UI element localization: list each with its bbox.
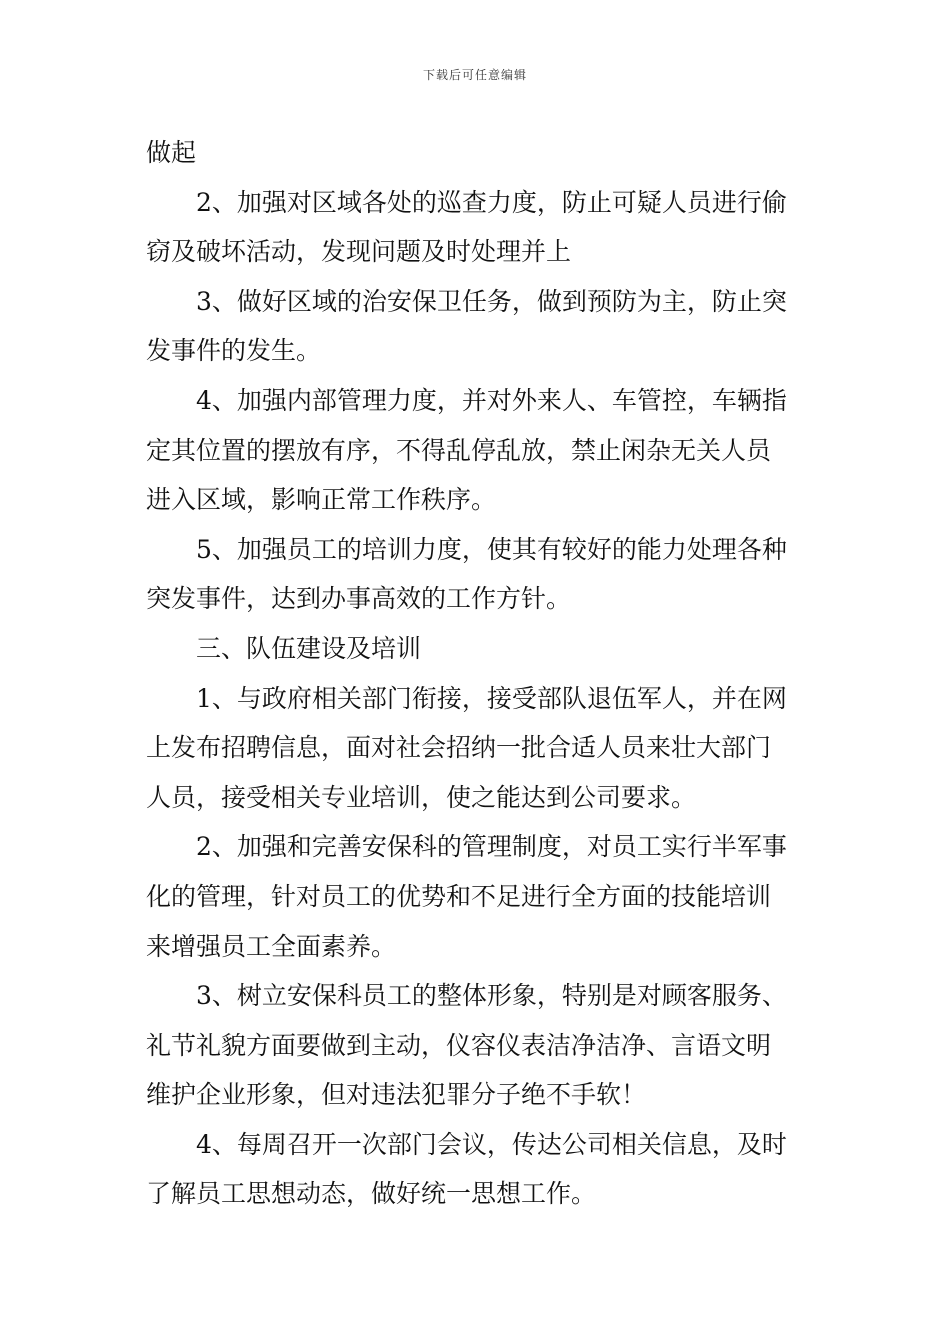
text-line: 人员，接受相关专业培训，使之能达到公司要求。 (146, 782, 697, 812)
text-line: 维护企业形象，但对违法犯罪分子绝不手软！ (146, 1080, 647, 1110)
text-line: 化的管理，针对员工的优势和不足进行全方面的技能培训 (146, 881, 772, 911)
text-line: 4、加强内部管理力度，并对外来人、车管控，车辆指 (196, 385, 787, 415)
text-line: 上发布招聘信息，面对社会招纳一批合适人员来壮大部门 (146, 733, 772, 763)
text-line: 了解员工思想动态，做好统一思想工作。 (146, 1179, 597, 1209)
text-line: 定其位置的摆放有序，不得乱停乱放，禁止闲杂无关人员 (146, 435, 772, 465)
text-line: 1、与政府相关部门衔接，接受部队退伍军人，并在网 (196, 683, 787, 713)
text-line: 发事件的发生。 (146, 336, 322, 366)
page-header: 下载后可任意编辑 (422, 68, 527, 82)
text-line: 4、每周召开一次部门会议，传达公司相关信息，及时 (196, 1129, 787, 1159)
text-line: 窃及破坏活动，发现问题及时处理并上 (146, 237, 572, 267)
text-line: 3、树立安保科员工的整体形象，特别是对顾客服务、 (196, 981, 787, 1011)
text-line: 5、加强员工的培训力度，使其有较好的能力处理各种 (196, 534, 787, 564)
section-heading: 三、队伍建设及培训 (196, 633, 422, 663)
text-line: 2、加强对区域各处的巡查力度，防止可疑人员进行偷 (196, 187, 787, 217)
text-line: 2、加强和完善安保科的管理制度，对员工实行半军事 (196, 832, 787, 862)
document-body (146, 128, 806, 1219)
text-line: 做起 (146, 138, 197, 167)
text-line: 3、做好区域的治安保卫任务，做到预防为主，防止突 (196, 286, 787, 316)
text-line: 突发事件，达到办事高效的工作方针。 (146, 584, 572, 614)
text-line: 进入区域，影响正常工作秩序。 (146, 485, 497, 515)
text-line: 礼节礼貌方面要做到主动，仪容仪表洁净洁净、言语文明 (146, 1030, 772, 1060)
text-line: 来增强员工全面素养。 (146, 931, 397, 961)
